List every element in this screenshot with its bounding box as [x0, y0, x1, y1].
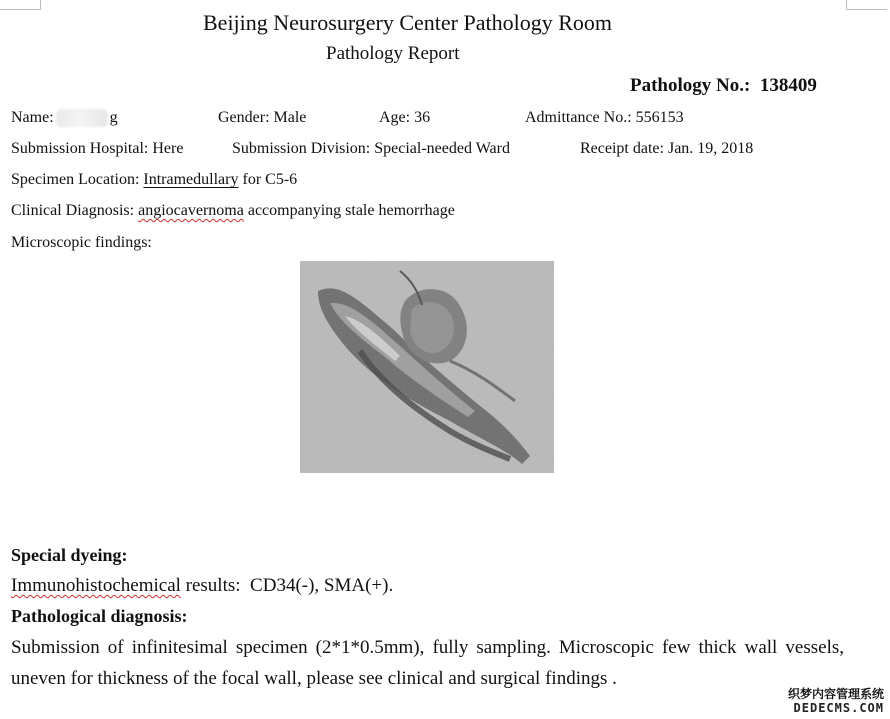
redacted-name [56, 109, 108, 127]
report-subtitle: Pathology Report [326, 43, 460, 64]
name-field [11, 109, 118, 127]
pathological-diagnosis-heading: Pathological diagnosis: [11, 606, 188, 626]
watermark-chinese: 织梦内容管理系统 [787, 687, 884, 701]
pathology-number [630, 75, 817, 97]
corner-mark-right [846, 0, 887, 10]
pathology-number-label: Pathology No.: [630, 75, 751, 96]
gender-label: Gender: [218, 109, 270, 126]
specimen-location-underlined: Intramedullary [143, 171, 239, 188]
immuno-term: Immunohistochemical [11, 575, 181, 596]
receipt-field [580, 140, 753, 158]
report-title: Beijing Neurosurgery Center Pathology Room [203, 10, 612, 35]
special-dyeing-heading: Special dyeing: [11, 545, 128, 565]
admittance-field [525, 109, 684, 127]
clinical-diagnosis-term: angiocavernoma [138, 202, 244, 219]
gender-field [218, 109, 306, 127]
admittance-value: 556153 [635, 109, 684, 126]
pathological-diagnosis-text: Submission of infinitesimal specimen (2*1*0.5mm), fully sampling. Microscopic few thick wall vessels, uneven for thickness of the focal wall, please see clinical and surgical findings . [11, 637, 844, 689]
immuno-values: CD34(-), SMA(+). [250, 575, 394, 596]
hospital-field [11, 140, 183, 158]
immuno-label-rest: results: [185, 575, 241, 596]
microscopic-findings-label: Microscopic findings: [11, 234, 152, 251]
division-label: Submission Division: [232, 140, 371, 157]
site-watermark [788, 687, 884, 715]
receipt-value: Jan. 19, 2018 [667, 140, 754, 157]
age-value: 36 [414, 109, 431, 126]
receipt-label: Receipt date: [580, 140, 664, 157]
clinical-diagnosis-rest: accompanying stale hemorrhage [247, 202, 455, 219]
hospital-label: Submission Hospital: [11, 140, 149, 157]
micrograph-tissue-drawing [300, 261, 554, 473]
micrograph-image [300, 261, 554, 473]
specimen-label: Specimen Location: [11, 171, 140, 188]
specimen-location-rest: for C5-6 [242, 171, 298, 188]
name-label: Name: [11, 109, 54, 126]
gender-value: Male [273, 109, 307, 126]
admittance-label: Admittance No.: [525, 109, 632, 126]
division-value: Special-needed Ward [374, 140, 510, 157]
name-value-tail: g [109, 109, 118, 126]
division-field [232, 140, 510, 158]
immunohistochemical-results [11, 575, 393, 597]
corner-mark-left [0, 0, 41, 10]
age-label: Age: [379, 109, 411, 126]
specimen-field [11, 171, 297, 189]
age-field [379, 109, 430, 127]
clinical-diagnosis-label: Clinical Diagnosis: [11, 202, 135, 219]
pathology-number-value: 138409 [759, 75, 817, 96]
watermark-english: DEDECMS.COM [793, 701, 884, 715]
hospital-value: Here [152, 140, 184, 157]
clinical-diagnosis-field [11, 202, 455, 220]
